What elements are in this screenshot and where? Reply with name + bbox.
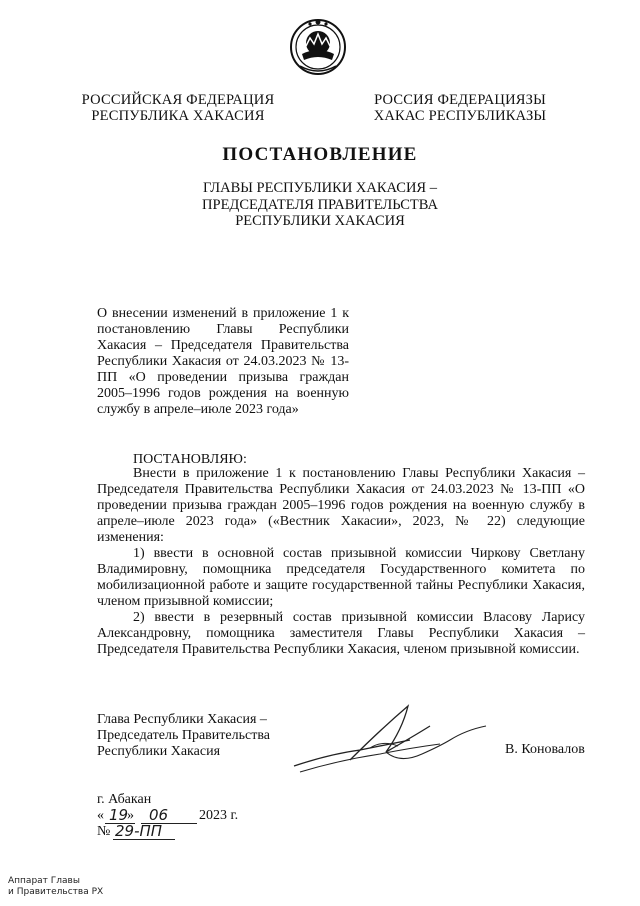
- document-body: [97, 466, 585, 658]
- subtitle-line2: ПРЕДСЕДАТЕЛЯ ПРАВИТЕЛЬСТВА: [202, 196, 438, 213]
- document-title: ПОСТАНОВЛЕНИЕ: [222, 144, 418, 165]
- office-stamp: [8, 876, 103, 898]
- number-value: 29-ПП: [115, 822, 163, 840]
- place-of-signing: г. Абакан: [97, 792, 152, 807]
- handwritten-signature: [290, 700, 490, 780]
- date-quote-close: »: [127, 808, 134, 823]
- date-day: 19: [109, 806, 129, 824]
- coat-of-arms-emblem: [288, 16, 348, 78]
- decree-word: ПОСТАНОВЛЯЮ:: [133, 452, 247, 467]
- header-right: [370, 92, 550, 124]
- number-underline: [113, 839, 175, 840]
- signatory-position-line2: Председатель Правительства: [97, 728, 270, 743]
- header-right-line2: ХАКАС РЕСПУБЛИКАЗЫ: [373, 108, 547, 124]
- document-subject: О внесении изменений в приложение 1 к постановлению Главы Республики Хакасия – Председателя Правительства Республики Хакасия от 24.03.2023 № 13-ПП «О проведении призыва граждан 2005–1996 годов рождения на военную службу в апреле–июле 2023 года»: [97, 306, 349, 417]
- body-intro: Внести в приложение 1 к постановлению Главы Республики Хакасия – Председателя Правительства Республики Хакасия от 24.03.2023 № 13-ПП «О проведении призыва граждан 2005–1996 годов рождения на военную службу в апреле–июле 2023 года» («Вестник Хакасии», 2023, № 22) следующие изменения:: [97, 466, 585, 545]
- header-left-line1: РОССИЙСКАЯ ФЕДЕРАЦИЯ: [81, 92, 275, 108]
- date-quote-open: «: [97, 808, 104, 823]
- document-subtitle: [150, 180, 490, 230]
- date-year: 2023 г.: [199, 808, 239, 823]
- signatory-name: В. Коновалов: [505, 742, 585, 757]
- body-item-1: 1) ввести в основной состав призывной комиссии Чиркову Светлану Владимировну, помощника председателя Государственного комитета по мобилизационной работе и защите государственной тайны Республики Хакасия, членом призывной комиссии;: [97, 546, 585, 609]
- signatory-position-line3: Республики Хакасия: [97, 744, 221, 759]
- stamp-line1: Аппарат Главы: [8, 876, 80, 886]
- subtitle-line1: ГЛАВЫ РЕСПУБЛИКИ ХАКАСИЯ –: [203, 180, 437, 196]
- number-prefix: №: [97, 824, 111, 839]
- document-number: [97, 824, 207, 842]
- signatory-position-line1: Глава Республики Хакасия –: [97, 712, 267, 727]
- header-right-line1: РОССИЯ ФЕДЕРАЦИЯЗЫ: [374, 92, 546, 108]
- header-left: [78, 92, 278, 124]
- date-month: 06: [149, 806, 169, 824]
- header-left-line2: РЕСПУБЛИКА ХАКАСИЯ: [91, 108, 265, 124]
- body-item-2: 2) ввести в резервный состав призывной комиссии Власову Ларису Александровну, помощника заместителя Главы Республики Хакасия – Председателя Правительства Республики Хакасия, членом призывной комиссии.: [97, 610, 585, 657]
- subtitle-line3: РЕСПУБЛИКИ ХАКАСИЯ: [235, 213, 405, 229]
- stamp-line2: и Правительства РХ: [8, 887, 104, 897]
- signatory-position: [97, 712, 270, 760]
